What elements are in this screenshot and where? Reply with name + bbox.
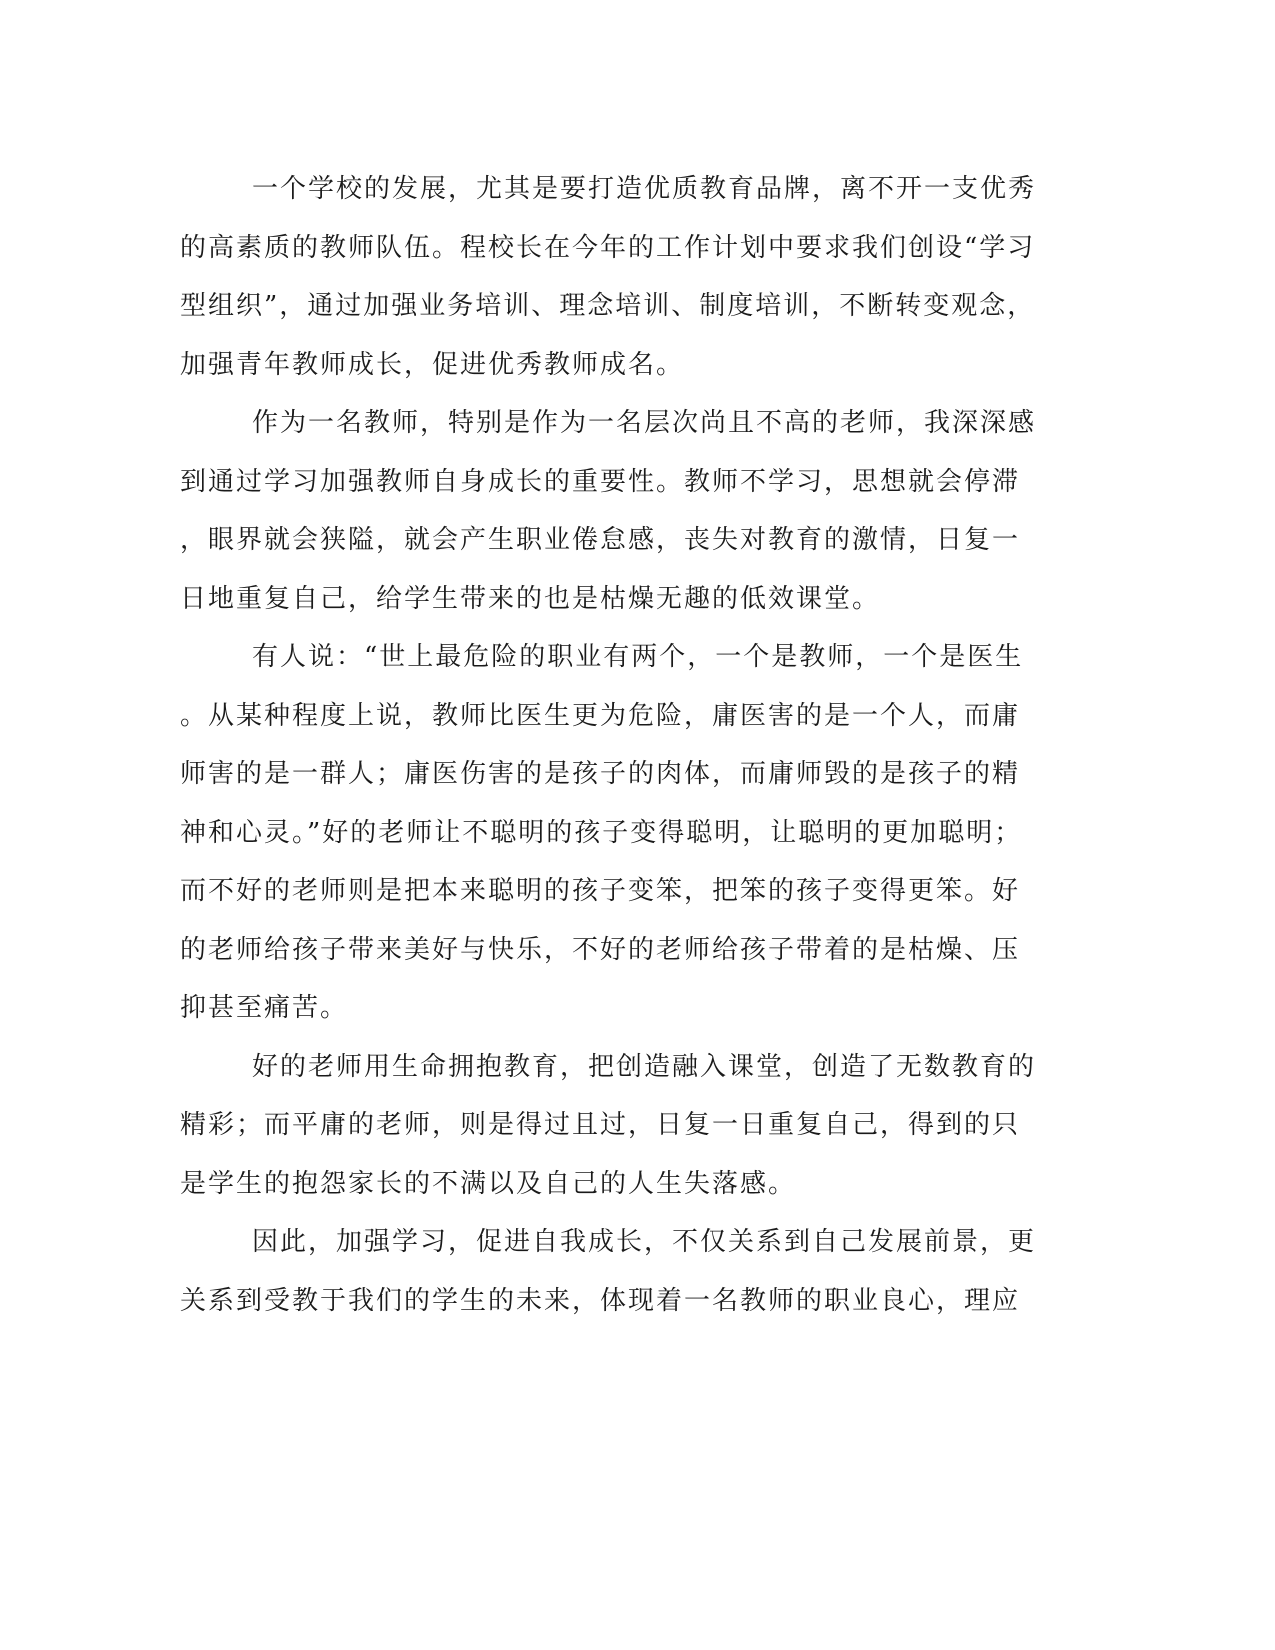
document-body xyxy=(180,160,1037,1330)
text-line: 好的老师用生命拥抱教育，把创造融入课堂，创造了无数教育的 xyxy=(252,1051,1037,1082)
text-line: 是学生的抱怨家长的不满以及自己的人生失落感。 xyxy=(180,1168,797,1199)
text-line: 型组织”，通过加强业务培训、理念培训、制度培训，不断转变观念， xyxy=(180,291,1036,321)
text-line: 的高素质的教师队伍。程校长在今年的工作计划中要求我们创设“学习 xyxy=(180,232,1036,263)
text-line: 师害的是一群人；庸医伤害的是孩子的肉体，而庸师毁的是孩子的精 xyxy=(180,759,1021,789)
text-line: 一个学校的发展，尤其是要打造优质教育品牌，离不开一支优秀 xyxy=(252,174,1037,204)
text-line: 到通过学习加强教师自身成长的重要性。教师不学习，思想就会停滞 xyxy=(180,466,1021,497)
text-line: 。从某种程度上说，教师比医生更为危险，庸医害的是一个人，而庸 xyxy=(180,700,1021,731)
text-line: 神和心灵。”好的老师让不聪明的孩子变得聪明，让聪明的更加聪明； xyxy=(180,817,1023,848)
text-line: 抑甚至痛苦。 xyxy=(180,993,349,1023)
text-line: 有人说：“世上最危险的职业有两个，一个是教师，一个是医生 xyxy=(252,642,1024,672)
text-line: 而不好的老师则是把本来聪明的孩子变笨，把笨的孩子变得更笨。好 xyxy=(180,876,1021,906)
text-line: 精彩；而平庸的老师，则是得过且过，日复一日重复自己，得到的只 xyxy=(180,1110,1021,1140)
text-line: 日地重复自己，给学生带来的也是枯燥无趣的低效课堂。 xyxy=(180,583,881,614)
text-line: ，眼界就会狭隘，就会产生职业倦怠感，丧失对教育的激情，日复一 xyxy=(180,525,1021,555)
text-line: 因此，加强学习，促进自我成长，不仅关系到自己发展前景，更 xyxy=(252,1227,1037,1257)
text-line: 关系到受教于我们的学生的未来，体现着一名教师的职业良心，理应 xyxy=(180,1285,1021,1316)
text-line: 作为一名教师，特别是作为一名层次尚且不高的老师，我深深感 xyxy=(252,408,1037,438)
text-line: 的老师给孩子带来美好与快乐，不好的老师给孩子带着的是枯燥、压 xyxy=(180,934,1021,965)
text-line: 加强青年教师成长，促进优秀教师成名。 xyxy=(180,349,685,380)
